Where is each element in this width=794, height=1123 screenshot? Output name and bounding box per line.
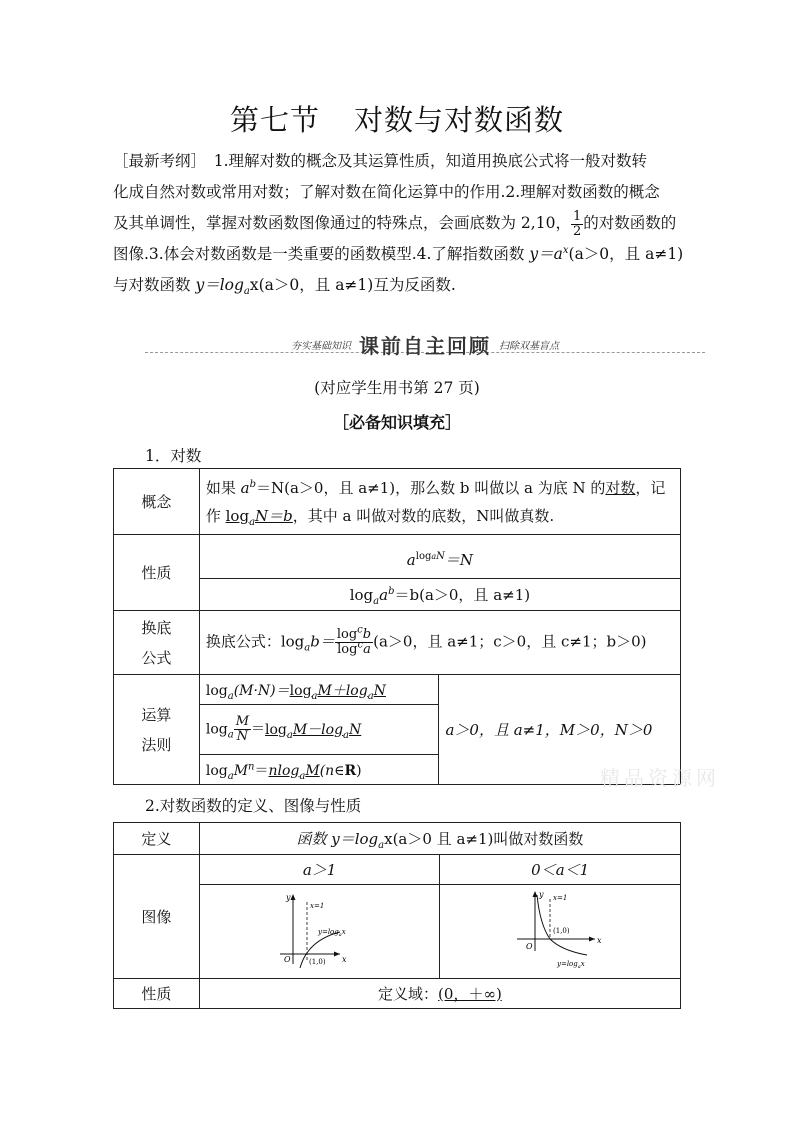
point-1-0-label: (1,0) (553, 926, 570, 935)
log-curve-decreasing (537, 895, 587, 955)
x-equals-1-label: x=1 (553, 893, 568, 902)
quotient-fraction: $\frac{M}{N}$ (235, 714, 249, 744)
fraction-one-half: $\frac{1}{2}$ (572, 208, 582, 239)
subsection-heading-2: 2.对数函数的定义、图像与性质 (145, 797, 362, 815)
property-identity-1: $a^{logaN}=N$ (199, 535, 680, 579)
rule-conditions: a＞0，且 a≠1，M＞0，N＞0 (439, 675, 681, 785)
definition-cell: 函数 $y=\log_ax(a>0$ 且 a≠1)叫做对数函数 (199, 823, 680, 855)
x-label: x (341, 954, 347, 964)
rule-product: $\log_a(M\cdot N)=\log_aM+\log_aN$ (199, 675, 439, 705)
x-equals-1-label: x=1 (309, 901, 324, 910)
subsection-heading-1: 1．对数 (145, 447, 202, 465)
syllabus-line-3: 及其单调性，掌握对数函数图像通过的特殊点，会画底数为 2,10， $\frac{1}{2}$ 的对数函数的 (113, 208, 677, 239)
page-title (0, 98, 794, 139)
graph-increasing-cell (199, 885, 440, 979)
point-1-0-label: (1,0) (308, 957, 326, 966)
origin-label: O (283, 954, 291, 964)
concept-label: 概念 (114, 469, 200, 535)
syllabus-line-1: ［最新考纲］ 1.理解对数的概念及其运算性质，知道用换底公式将一般对数转 (113, 152, 648, 170)
syllabus-line-2: 化成自然对数或常用对数；了解对数在简化运算中的作用.2.理解对数函数的概念 (113, 183, 660, 201)
change-of-base-formula: 换底公式：$\log_ab=$ $\frac{\log^cb}{\log^ca}$ (a＞0，且 a≠1；c＞0，且 c≠1；b＞0) (199, 611, 680, 675)
curve-label: $y=\log_ax$ (557, 959, 585, 970)
graph-decreasing-cell (440, 885, 681, 979)
x-axis-arrow (334, 951, 340, 956)
change-of-base-label: 换底 公式 (114, 611, 200, 675)
rule-power: $\log_aM^n=nlog_aM(n\in R)$ (199, 755, 439, 785)
operation-rules-label: 运算 法则 (114, 675, 200, 785)
section-topic: 对数与对数函数 (354, 103, 565, 137)
graph-decreasing (515, 889, 605, 971)
origin-label: O (526, 941, 533, 951)
column-a-greater-1: a＞1 (199, 855, 440, 885)
column-a-between-0-1: 0＜a＜1 (440, 855, 681, 885)
syllabus-line-5: 与对数函数 $y=\log_ax(a>0$，且 a≠1)互为反函数. (113, 276, 456, 298)
section-number: 第七节 (229, 103, 320, 137)
properties-label: 性质 (114, 979, 200, 1009)
graph-increasing (280, 890, 360, 970)
y-axis-arrow (290, 894, 295, 900)
banner-main-text: 课前自主回顾 (359, 334, 491, 358)
section-header: ［必备知识填充］ (332, 413, 461, 432)
watermark: 精品资源网 (600, 766, 720, 790)
x-axis-arrow (589, 936, 595, 941)
log-function-table (113, 822, 681, 1009)
definition-label: 定义 (114, 823, 200, 855)
banner-left-text: 夯实基础知识 (291, 341, 351, 352)
banner-right-text: 扫除双基盲点 (499, 341, 559, 352)
y-label: y (285, 892, 291, 902)
y-label: y (539, 889, 544, 899)
syllabus-paragraph (113, 146, 683, 301)
domain-cell: 定义域：(0，＋∞) (199, 979, 680, 1009)
curve-label: $y=\log_ax$ (317, 927, 346, 938)
concept-cell: 如果 $a^b=N(a>0$，且 a≠1)，那么数 b 叫做以 a 为底 N 的对数，记 作 $\log_aN=b$，其中 a 叫做对数的底数，N叫做真数. (199, 469, 680, 535)
graph-label: 图像 (114, 855, 200, 979)
x-label: x (597, 935, 602, 945)
page-reference: (对应学生用书第 27 页) (314, 379, 480, 397)
logarithm-table (113, 468, 681, 785)
rule-quotient: $\log_a$ $\frac{M}{N}$ $=\log_aM-\log_aN$ (199, 705, 439, 755)
syllabus-line-4: 图像.3.体会对数函数是一类重要的函数模型.4.了解指数函数 $y=a^x(a>0$，且 a≠1) (113, 244, 684, 263)
change-of-base-fraction: $\frac{\log^cb}{\log^ca}$ (336, 624, 372, 657)
property-label: 性质 (114, 535, 200, 611)
property-identity-2: $\log_aa^b=b(a>0$，且 a≠1) (199, 579, 680, 611)
section-banner (145, 330, 705, 356)
